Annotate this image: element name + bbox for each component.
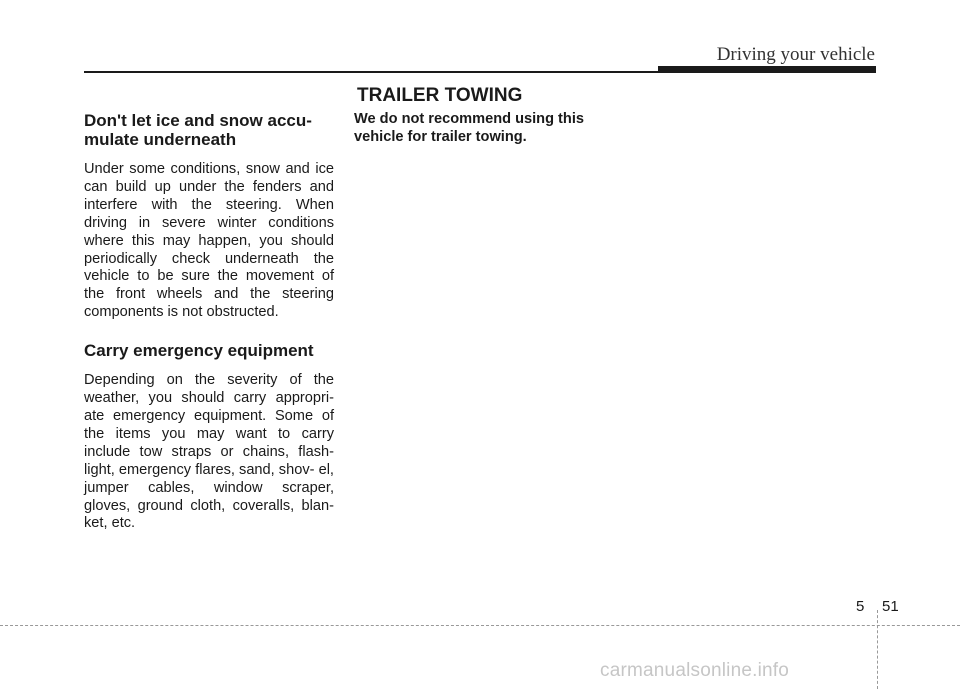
left-column — [84, 111, 334, 533]
trailer-towing-note-line1: We do not recommend using this — [354, 111, 585, 127]
page-number: 51 — [882, 598, 899, 615]
trailer-towing-note-line2: vehicle for trailer towing. — [354, 128, 527, 145]
middle-column — [354, 84, 614, 147]
footer-dashed-divider — [877, 610, 878, 689]
trailer-towing-note — [354, 111, 614, 147]
emergency-equipment-body: Depending on the severity of the weather, you should carry appropri- ate emergency equipment. Some of the items you may want to carry include tow straps or chains, flash- light, emergency flares, sand, shov- el, jumper cables, window scraper, gloves, ground cloth, coveralls, blan- ket, etc. — [84, 372, 334, 532]
emergency-equipment-heading: Carry emergency equipment — [84, 341, 314, 361]
watermark-link[interactable]: carmanualsonline.info — [600, 660, 790, 681]
trailer-towing-title: TRAILER TOWING — [357, 85, 523, 106]
header-rule-thin — [84, 71, 660, 73]
ice-snow-body: Under some conditions, snow and ice can build up under the fenders and interfere with the steering. When driving in severe winter conditions where this may happen, you should periodically check underneath the vehicle to be sure the movement of the front wheels and the steering components is not obstructed. — [84, 161, 334, 321]
chapter-title: Driving your vehicle — [716, 44, 875, 65]
header-rule-thick — [658, 66, 876, 73]
ice-snow-heading — [84, 111, 334, 149]
ice-snow-heading-line1: Don't let ice and snow accu- — [84, 111, 312, 130]
footer-dashed-rule — [0, 625, 960, 626]
chapter-number: 5 — [856, 598, 865, 615]
ice-snow-heading-line2: mulate underneath — [84, 130, 237, 149]
